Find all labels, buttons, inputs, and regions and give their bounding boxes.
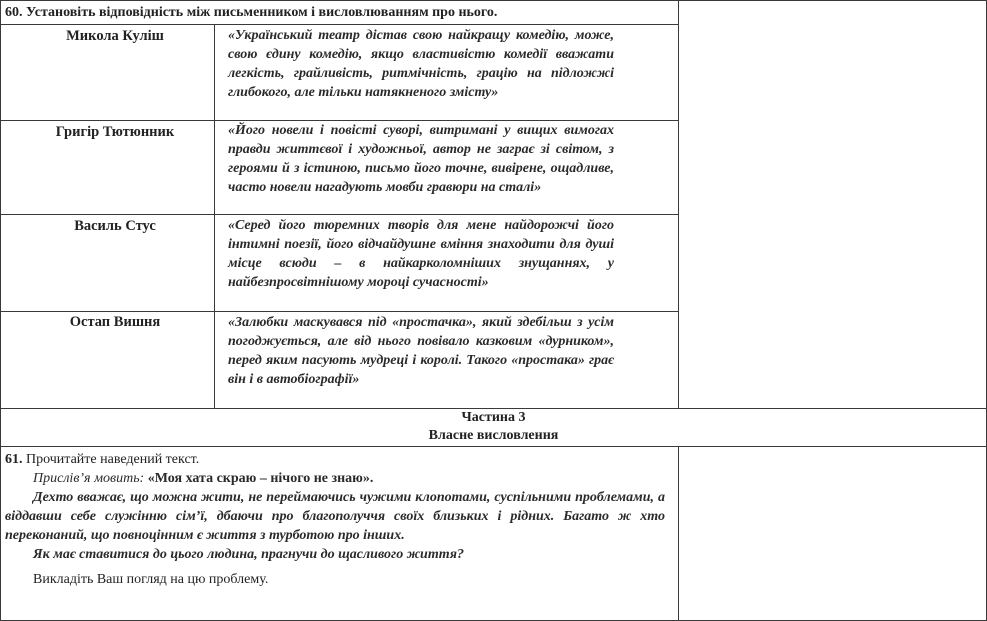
part3-bottom-divider bbox=[0, 446, 987, 447]
q60-title-divider bbox=[0, 24, 679, 25]
q61-paragraph: Дехто вважає, що можна жити, не переймаючись чужими клопотами, суспільними проблемами, а віддавши себе служінню сім’ї, дбаючи про благополуччя своїх близьких і рідних. Багато ж хто переконаний, що повноцінним є життя з турботою про інших. bbox=[5, 490, 665, 543]
author-stus: Василь Стус bbox=[74, 218, 156, 234]
row-divider-3 bbox=[0, 311, 679, 312]
author-quote-divider bbox=[214, 24, 215, 408]
author-tiutiunnyk: Григір Тютюнник bbox=[55, 124, 175, 140]
author-kulish: Микола Куліш bbox=[66, 28, 164, 44]
column-divider-top bbox=[678, 0, 679, 408]
quote-stus: «Серед його тюремних творів для мене найдорожчі його інтимні поезії, його відчайдушне вміння знаходити для душі місце всюди – в найкарколомніших знущаннях, у найбезпросвітнішому мороці сучасності» bbox=[228, 218, 614, 290]
q60-number: 60. bbox=[5, 5, 23, 20]
q61-question: Як має ставитися до цього людина, прагнучи до щасливого життя? bbox=[33, 547, 464, 562]
column-divider-bottom bbox=[678, 446, 679, 621]
quote-vyshnia: «Залюбки маскувався під «простачка», який здебільш з усім погоджується, але від нього повівало казковим «дурником», перед яким пасують мудреці і королі. Такого «простака» грає він і в автобіографії» bbox=[228, 315, 614, 387]
q61-number: 61. bbox=[5, 452, 23, 467]
row-divider-2 bbox=[0, 214, 679, 215]
quote-kulish: «Український театр дістав свою найкращу комедію, може, свою єдину комедію, якщо властивістю комедії вважати легкість, грайливість, ритмічність, грацію на підложжі глибокого, але тільки натякненого змісту» bbox=[228, 28, 614, 100]
q61-block bbox=[5, 450, 665, 589]
part3-title: Частина 3 bbox=[461, 410, 526, 425]
q61-prompt: Прочитайте наведений текст. bbox=[26, 452, 200, 467]
q60-title bbox=[5, 5, 497, 21]
q60-prompt: Установіть відповідність між письменником і висловлюванням про нього. bbox=[26, 5, 498, 20]
part3-top-divider bbox=[0, 408, 987, 409]
q61-proverb-intro: Прислів’я мовить: bbox=[33, 471, 148, 486]
part3-subtitle: Власне висловлення bbox=[428, 428, 559, 443]
quote-tiutiunnyk: «Його новели і повісті суворі, витримані у вищих вимогах правди життєвої і художньої, автор не заграє зі світом, з героями й з істиною, письмо його точне, вивірене, ощадливе, часто новели нагадують мовби гравюри на сталі» bbox=[228, 123, 614, 195]
q61-proverb: «Моя хата скраю – нічого не знаю». bbox=[147, 471, 374, 486]
author-vyshnia: Остап Вишня bbox=[69, 314, 161, 330]
table-top-border bbox=[0, 0, 987, 1]
q61-task: Викладіть Ваш погляд на цю проблему. bbox=[33, 572, 269, 587]
